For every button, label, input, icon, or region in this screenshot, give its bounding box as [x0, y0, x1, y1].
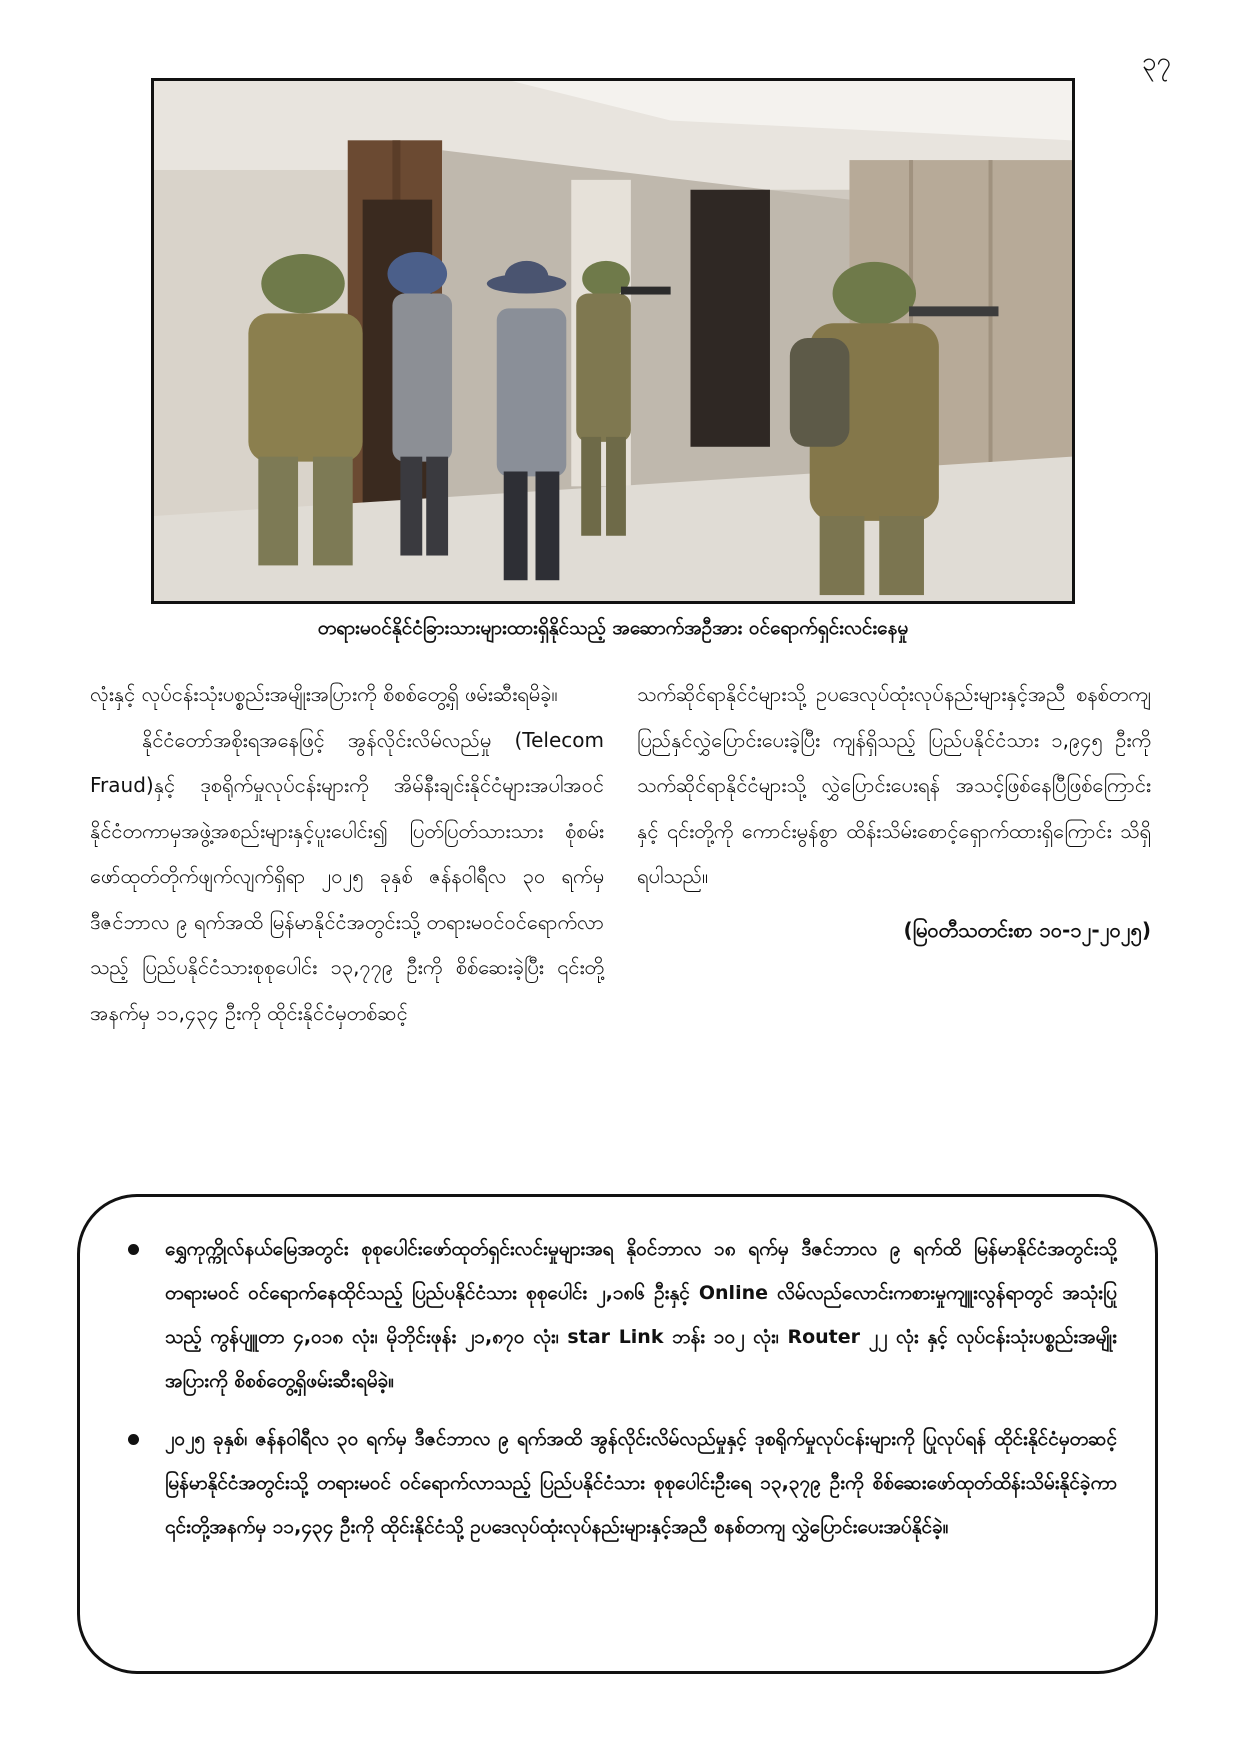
- bullet-dot-icon: [128, 1244, 139, 1255]
- news-photo: [151, 78, 1075, 604]
- summary-box: [77, 1194, 1158, 1674]
- summary-bullet: [118, 1227, 1117, 1403]
- soldiers-clearing-building-image: [154, 81, 1072, 601]
- source-citation: (မြဝတီသတင်းစာ ၁၀-၁၂-၂၀၂၅): [903, 917, 1151, 942]
- left-column: [90, 672, 604, 1036]
- summary-bullet-text: ၂၀၂၅ ခုနှစ်၊ ဇန်နဝါရီလ ၃၀ ရက်မှ ဒီဇင်ဘာလ ၉ ရက်အထိ အွန်လိုင်းလိမ်လည်မှုနှင့် ဒုစရိုက်မှုလုပ်ငန်းများကို ပြုလုပ်ရန် ထိုင်းနိုင်ငံမှတဆင့် မြန်မာနိုင်ငံအတွင်းသို့ တရားမဝင် ဝင်ရောက်လာသည့် ပြည်ပနိုင်ငံသား စုစုပေါင်းဦးရေ ၁၃,၃၇၉ ဦးကို စိစ်ဆေးဖော်ထုတ်ထိန်းသိမ်းနိုင်ခဲ့ကာ ၎င်းတို့အနက်မှ ၁၁,၄၃၄ ဦးကို ထိုင်းနိုင်ငံသို့ ဥပဒေလုပ်ထုံးလုပ်နည်းများနှင့်အညီ စနစ်တကျ လွှဲပြောင်းပေးအပ်နိုင်ခဲ့။: [165, 1428, 1117, 1538]
- summary-bullet-text: ရွှေကုက္ကိုလ်နယ်မြေအတွင်း စုစုပေါင်းဖော်ထုတ်ရှင်းလင်းမှုများအရ နိုဝင်ဘာလ ၁၈ ရက်မှ ဒီဇင်ဘာလ ၉ ရက်ထိ မြန်မာနိုင်ငံအတွင်းသို့ တရားမဝင် ဝင်ရောက်နေထိုင်သည့် ပြည်ပနိုင်ငံသား စုစုပေါင်း ၂,၁၈၆ ဦးနှင့် Online လိမ်လည်လောင်းကစားမှုကျူးလွန်ရာတွင် အသုံးပြုသည့် ကွန်ပျူတာ ၄,၀၁၈ လုံး၊ မိုဘိုင်းဖုန်း ၂၁,၈၇၀ လုံး၊ star Link ဘန်း ၁၀၂ လုံး၊ Router ၂၂ လုံး နှင့် လုပ်ငန်းသုံးပစ္စည်းအမျိုးအပြားကို စိစစ်တွေ့ရှိဖမ်းဆီးရမိခဲ့။: [165, 1238, 1117, 1392]
- bullet-dot-icon: [128, 1434, 139, 1445]
- page-number: ၃၇: [1141, 47, 1171, 77]
- right-paragraph-1: သက်ဆိုင်ရာနိုင်ငံများသို့ ဥပဒေလုပ်ထုံးလုပ်နည်းများနှင့်အညီ စနစ်တကျ ပြည်နှင်လွှဲပြောင်းပေးခဲ့ပြီး ကျန်ရှိသည့် ပြည်ပနိုင်ငံသား ၁,၉၄၅ ဦးကို သက်ဆိုင်ရာနိုင်ငံများသို့ လွှဲပြောင်းပေးရန် အသင့်ဖြစ်နေပြီဖြစ်ကြောင်းနှင့် ၎င်းတို့ကို ကောင်းမွန်စွာ ထိန်းသိမ်းစောင့်ရှောက်ထားရှိကြောင်း သိရှိရပါသည်။: [637, 682, 1151, 888]
- right-column: [637, 672, 1151, 953]
- left-paragraph-2: နိုင်ငံတော်အစိုးရအနေဖြင့် အွန်လိုင်းလိမ်လည်မှု (Telecom Fraud)နှင့် ဒုစရိုက်မှုလုပ်ငန်းများကို အိမ်နီးချင်းနိုင်ငံများအပါအဝင် နိုင်ငံတကာမှအဖွဲ့အစည်းများနှင့်ပူးပေါင်း၍ ပြတ်ပြတ်သားသား စုံစမ်းဖော်ထုတ်တိုက်ဖျက်လျက်ရှိရာ ၂၀၂၅ ခုနှစ် ဇန်နဝါရီလ ၃၀ ရက်မှ ဒီဇင်ဘာလ ၉ ရက်အထိ မြန်မာနိုင်ငံအတွင်းသို့ တရားမဝင်ဝင်ရောက်လာသည့် ပြည်ပနိုင်ငံသားစုစုပေါင်း ၁၃,၇၇၉ ဦးကို စိစ်ဆေးခဲ့ပြီး ၎င်းတို့အနက်မှ ၁၁,၄၃၄ ဦးကို ထိုင်းနိုင်ငံမှတစ်ဆင့်: [90, 727, 604, 1025]
- left-paragraph-1: လုံးနှင့် လုပ်ငန်းသုံးပစ္စည်းအမျိုးအပြားကို စိစစ်တွေ့ရှိ ဖမ်းဆီးရမိခဲ့။: [90, 682, 558, 706]
- summary-bullet: [118, 1417, 1117, 1549]
- photo-caption: တရားမဝင်နိုင်ငံခြားသားများထားရှိနိုင်သည့် အဆောက်အဦအား ဝင်ရောက်ရှင်းလင်းနေမှု: [317, 617, 909, 639]
